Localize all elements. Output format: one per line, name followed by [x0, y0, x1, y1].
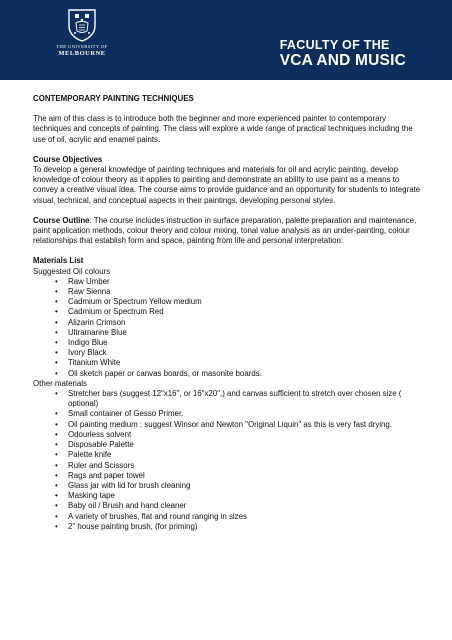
oil-colours-list	[33, 277, 425, 379]
list-item	[33, 328, 425, 338]
bullet-icon: •	[55, 327, 58, 337]
document-title: CONTEMPORARY PAINTING TECHNIQUES	[33, 94, 194, 103]
list-item	[33, 481, 425, 491]
list-item	[33, 369, 425, 379]
list-item-text: Raw Umber	[68, 276, 110, 286]
list-item	[33, 277, 425, 287]
list-item	[33, 389, 425, 409]
list-item-text: Small container of Gesso Primer.	[68, 409, 184, 419]
bullet-icon: •	[55, 297, 58, 307]
list-item	[33, 512, 425, 522]
bullet-icon: •	[55, 287, 58, 297]
other-materials-list	[33, 389, 425, 532]
list-item	[33, 471, 425, 481]
university-crest-icon	[67, 8, 97, 42]
bullet-icon: •	[55, 317, 58, 327]
list-item	[33, 491, 425, 501]
bullet-icon: •	[55, 470, 58, 480]
list-item	[33, 338, 425, 348]
list-item	[33, 450, 425, 460]
bullet-icon: •	[55, 450, 58, 460]
bullet-icon: •	[55, 307, 58, 317]
list-item	[33, 287, 425, 297]
bullet-icon: •	[55, 276, 58, 286]
outline-heading: Course Outline	[33, 215, 90, 225]
list-item-text: Ivory Black	[68, 348, 107, 358]
bullet-icon: •	[55, 429, 58, 439]
list-item	[33, 522, 425, 532]
bullet-icon: •	[55, 389, 58, 399]
bullet-icon: •	[55, 511, 58, 521]
objectives-heading: Course Objectives	[33, 154, 103, 164]
bullet-icon: •	[55, 440, 58, 450]
list-item-text: Oil sketch paper or canvas boards, or masonite boards.	[68, 368, 262, 378]
materials-heading: Materials List	[33, 256, 84, 266]
bullet-icon: •	[55, 460, 58, 470]
list-item-text: Stretcher bars (suggest 12"x16", or 16"x20",) and canvas sufficient to stretch over chosen size ( optional)	[68, 389, 402, 409]
bullet-icon: •	[55, 501, 58, 511]
materials-section	[33, 256, 425, 531]
faculty-title	[280, 38, 406, 69]
intro-paragraph: The aim of this class is to introduce both the beginner and more experienced painter to contemporary techniques and concepts of painting. The class will explore a wide range of practical techniques including the use of oil, acrylic and enamel paints.	[33, 114, 413, 144]
list-item-text: Oil painting medium ; suggest Winsor and Newton "Original Liquin" as this is very fast drying.	[68, 419, 393, 429]
list-item	[33, 297, 425, 307]
list-item-text: Raw Sienna	[68, 287, 111, 297]
bullet-icon: •	[55, 368, 58, 378]
university-name-label: MELBOURNE	[58, 50, 106, 57]
other-materials-heading: Other materials	[33, 378, 87, 388]
list-item	[33, 307, 425, 317]
bullet-icon: •	[55, 348, 58, 358]
objectives-text: To develop a general knowledge of painting techniques and materials for oil and acrylic painting, develop knowledge of colour theory as it applies to painting and demonstrate an ability to use paint as a means to convey a creative visual idea. The course aims to provide guidance and an opportunity for students to integrate visual, technical, and conceptual aspects in their paintings, developing personal styles.	[33, 165, 421, 205]
list-item	[33, 409, 425, 419]
list-item-text: Ultramarine Blue	[68, 327, 127, 337]
bullet-icon: •	[55, 480, 58, 490]
oil-colours-heading: Suggested Oil colours	[33, 266, 111, 276]
list-item	[33, 501, 425, 511]
list-item-text: Titanium White	[68, 358, 121, 368]
list-item	[33, 318, 425, 328]
bullet-icon: •	[55, 338, 58, 348]
bullet-icon: •	[55, 358, 58, 368]
list-item	[33, 430, 425, 440]
outline-text: : The course includes instruction in surface preparation, palette preparation and maintenance, paint application methods, colour theory and colour mixing, tonal value analysis as an under-painting, colour relationships that establish form and space, painting from life and personal interpretation.	[33, 215, 417, 246]
faculty-line1: FACULTY OF THE	[279, 38, 390, 52]
list-item-text: Cadmium or Spectrum Yellow medium	[68, 297, 202, 307]
list-item	[33, 420, 425, 430]
university-logo	[52, 8, 112, 74]
list-item-text: Masking tape	[68, 491, 115, 501]
outline-section	[33, 216, 425, 247]
list-item-text: Indigo Blue	[68, 338, 108, 348]
faculty-line2: VCA AND MUSIC	[279, 52, 406, 69]
objectives-section	[33, 155, 425, 206]
bullet-icon: •	[55, 521, 58, 531]
list-item-text: 2" house painting brush, (for priming)	[68, 521, 198, 531]
list-item-text: Glass jar with lid for brush cleaning	[68, 480, 191, 490]
list-item-text: Palette knife	[68, 450, 112, 460]
list-item-text: Alizarin Crimson	[68, 317, 126, 327]
list-item	[33, 358, 425, 368]
bullet-icon: •	[55, 409, 58, 419]
list-item-text: Cadmium or Spectrum Red	[68, 307, 164, 317]
list-item	[33, 461, 425, 471]
university-the-label: THE UNIVERSITY OF	[56, 44, 108, 49]
list-item-text: Ruler and Scissors	[68, 460, 135, 470]
list-item-text: Odourless solvent	[68, 429, 132, 439]
list-item-text: A variety of brushes, flat and round ranging in sizes	[68, 511, 247, 521]
header-banner	[0, 0, 452, 80]
bullet-icon: •	[55, 419, 58, 429]
list-item-text: Disposable Palette	[68, 440, 134, 450]
list-item	[33, 348, 425, 358]
document-body	[33, 94, 425, 532]
list-item-text: Baby oil / Brush and hand cleaner	[68, 501, 187, 511]
bullet-icon: •	[55, 491, 58, 501]
list-item-text: Rags and paper towel	[68, 470, 145, 480]
list-item	[33, 440, 425, 450]
